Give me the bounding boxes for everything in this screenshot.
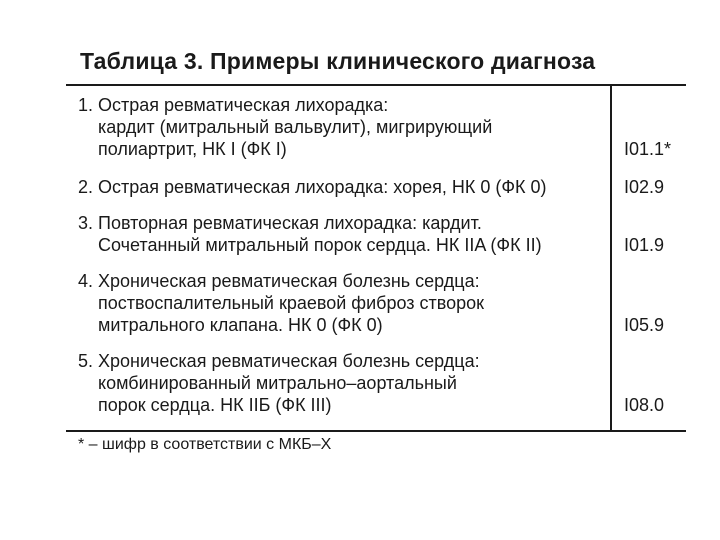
diagnosis-line: Повторная ревматическая лихорадка: кардит. — [98, 213, 482, 233]
diagnosis-line: комбинированный митрально–аортальный — [98, 373, 457, 393]
diagnosis-line: порок сердца. НК IIБ (ФК III) — [98, 395, 332, 415]
top-rule — [66, 84, 686, 86]
footnote: * – шифр в соответствии с МКБ–Х — [78, 436, 332, 453]
column-divider — [610, 86, 612, 430]
row-number: 3. — [78, 213, 94, 233]
diagnosis-line: митрального клапана. НК 0 (ФК 0) — [98, 315, 383, 335]
diagnosis-line: кардит (митральный вальвулит), мигрирующий — [98, 117, 493, 137]
icd-code-3: I01.9 — [624, 235, 665, 255]
diagnosis-line: Хроническая ревматическая болезнь сердца: — [98, 351, 480, 371]
diagnosis-row-4 — [78, 270, 608, 336]
diagnosis-line: Острая ревматическая лихорадка: хорея, НК 0 (ФК 0) — [98, 177, 547, 197]
icd-code-4: I05.9 — [624, 315, 665, 335]
icd-code-1: I01.1* — [624, 139, 672, 159]
diagnosis-line: Сочетанный митральный порок сердца. НК IIA (ФК II) — [98, 235, 542, 255]
icd-code-5: I08.0 — [624, 395, 665, 415]
row-number: 2. — [78, 177, 94, 197]
icd-code-2: I02.9 — [624, 177, 665, 197]
diagnosis-row-2 — [78, 176, 608, 198]
row-number: 5. — [78, 351, 94, 371]
diagnosis-line: поствоспалительный краевой фиброз створок — [98, 293, 485, 313]
diagnosis-row-5 — [78, 350, 608, 416]
diagnosis-line: Хроническая ревматическая болезнь сердца: — [98, 271, 480, 291]
diagnosis-row-1 — [78, 94, 608, 160]
diagnosis-line: Острая ревматическая лихорадка: — [98, 95, 389, 115]
row-number: 4. — [78, 271, 94, 291]
bottom-rule — [66, 430, 686, 432]
row-number: 1. — [78, 95, 94, 115]
table-title: Таблица 3. Примеры клинического диагноза — [80, 48, 596, 74]
diagnosis-line: полиартрит, НК I (ФК I) — [98, 139, 287, 159]
diagnosis-row-3 — [78, 212, 608, 256]
